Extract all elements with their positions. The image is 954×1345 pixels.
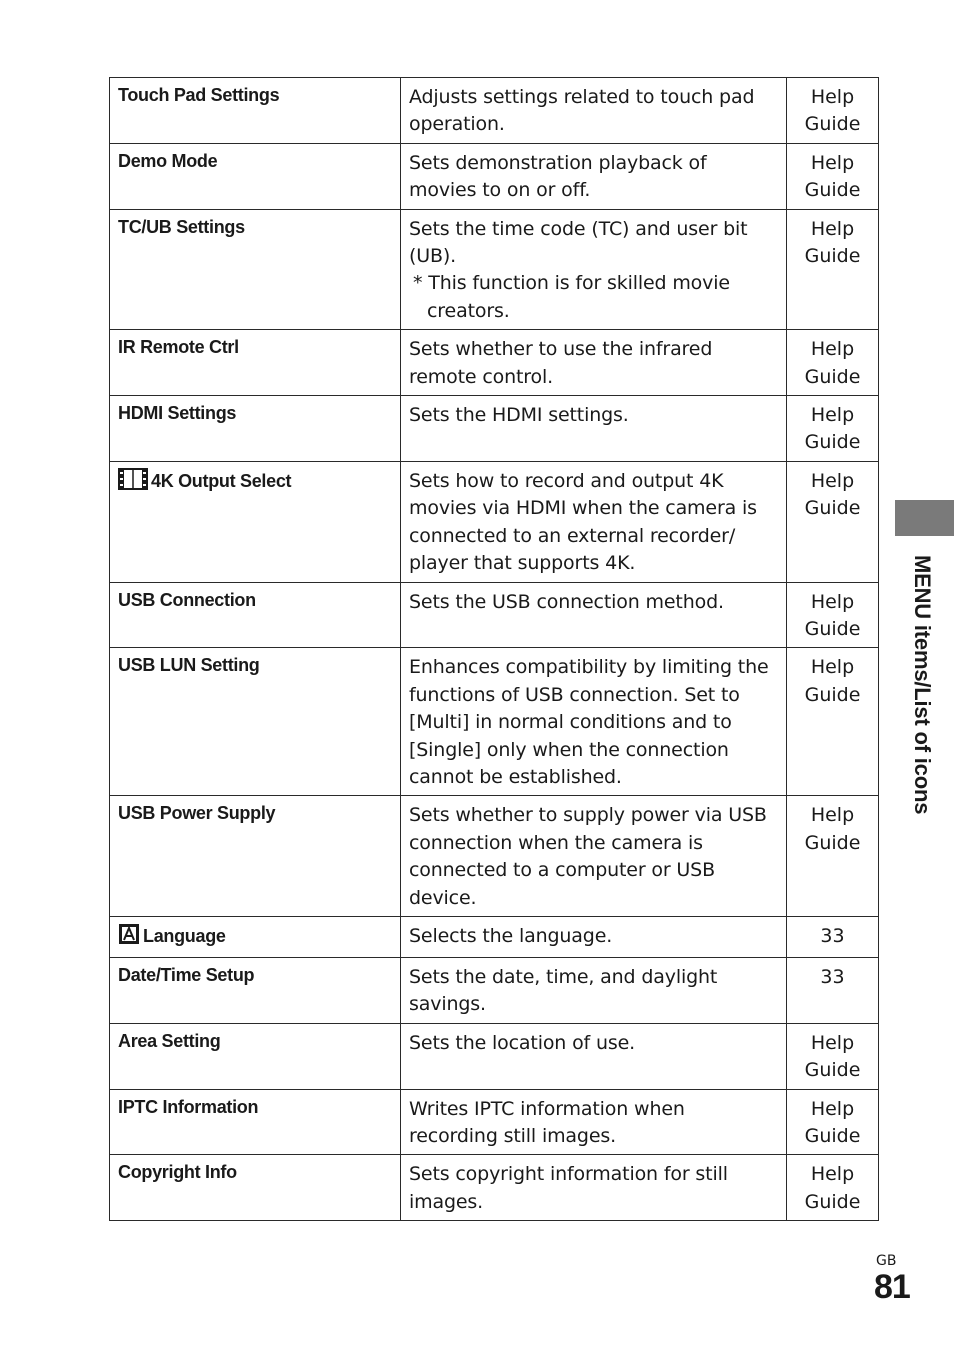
reference-label: Help Guide	[804, 1097, 861, 1147]
setting-description: Sets whether to supply power via USB connection when the camera is connected to a computer or USB device.	[409, 804, 767, 909]
reference-cell	[787, 461, 879, 582]
setting-name: Copyright Info	[118, 1162, 237, 1183]
setting-description-cell	[401, 916, 787, 957]
setting-description-cell	[401, 957, 787, 1023]
setting-description: Enhances compatibility by limiting the functions of USB connection. Set to [Multi] in normal conditions and to [Single] only when the connection cannot be established.	[409, 656, 769, 788]
table-row	[110, 957, 879, 1023]
reference-cell	[787, 209, 879, 330]
setting-name: IPTC Information	[118, 1096, 259, 1117]
reference-label: Help Guide	[804, 804, 861, 854]
setting-name-cell	[110, 78, 401, 144]
language-icon	[118, 923, 140, 950]
table-row	[110, 461, 879, 582]
setting-name: Area Setting	[118, 1030, 221, 1051]
setting-description-cell	[401, 1023, 787, 1089]
setting-name-cell	[110, 330, 401, 396]
setting-description: Sets the HDMI settings.	[409, 404, 629, 427]
reference-label: 33	[820, 924, 845, 947]
region-code: GB	[876, 1253, 897, 1269]
setting-description-cell	[401, 1155, 787, 1221]
setting-description: Sets copyright information for still images.	[409, 1163, 728, 1213]
reference-cell	[787, 1023, 879, 1089]
reference-cell	[787, 957, 879, 1023]
page-number: 81	[874, 1268, 910, 1306]
setting-description-cell	[401, 1089, 787, 1155]
setting-name: 4K Output Select	[151, 470, 292, 491]
table-row	[110, 1023, 879, 1089]
reference-cell	[787, 330, 879, 396]
setting-description: Sets how to record and output 4K movies via HDMI when the camera is connected to an external recorder/ player that supports 4K.	[409, 469, 757, 575]
movie-film-icon	[118, 468, 148, 495]
setting-name: Date/Time Setup	[118, 964, 255, 985]
setting-note: * This function is for skilled movie creators.	[413, 272, 730, 322]
reference-cell	[787, 143, 879, 209]
table-row	[110, 330, 879, 396]
setting-description-cell	[401, 648, 787, 796]
table-row	[110, 78, 879, 144]
setting-name-cell	[110, 396, 401, 462]
setting-description: Sets the USB connection method.	[409, 590, 724, 613]
setting-description-cell	[401, 796, 787, 917]
setting-description-cell	[401, 330, 787, 396]
reference-cell	[787, 78, 879, 144]
setting-description-cell	[401, 78, 787, 144]
setting-description: Sets the time code (TC) and user bit (UB).	[409, 217, 748, 268]
setting-name: TC/UB Settings	[118, 216, 245, 237]
setting-description-cell	[401, 209, 787, 330]
setting-name-cell	[110, 209, 401, 330]
reference-label: Help Guide	[804, 469, 861, 520]
reference-cell	[787, 396, 879, 462]
table-row	[110, 396, 879, 462]
setting-name: Demo Mode	[118, 150, 218, 171]
reference-label: Help Guide	[804, 656, 861, 706]
reference-cell	[787, 648, 879, 796]
setting-name: USB Connection	[118, 589, 256, 610]
setting-name-cell	[110, 461, 401, 582]
table-row	[110, 1089, 879, 1155]
reference-label: 33	[820, 965, 845, 988]
setting-description: Sets the date, time, and daylight savings.	[409, 965, 718, 1016]
reference-cell	[787, 916, 879, 957]
section-title: MENU items/List of icons	[910, 555, 935, 815]
table-row	[110, 648, 879, 796]
reference-cell	[787, 582, 879, 648]
setting-name-cell	[110, 1023, 401, 1089]
setting-name-cell	[110, 582, 401, 648]
menu-items-table	[109, 77, 879, 1221]
reference-label: Help Guide	[804, 86, 861, 136]
table-row	[110, 796, 879, 917]
setting-name-cell	[110, 796, 401, 917]
table-row	[110, 143, 879, 209]
table-row	[110, 209, 879, 330]
setting-name-cell	[110, 957, 401, 1023]
setting-description-cell	[401, 461, 787, 582]
setting-description-cell	[401, 396, 787, 462]
setting-name: IR Remote Ctrl	[118, 337, 239, 358]
setting-description-cell	[401, 582, 787, 648]
setting-name-cell	[110, 916, 401, 957]
setting-name: USB Power Supply	[118, 803, 276, 824]
reference-label: Help Guide	[804, 217, 861, 268]
reference-cell	[787, 1155, 879, 1221]
reference-label: Help Guide	[804, 1031, 861, 1082]
setting-description: Writes IPTC information when recording still images.	[409, 1097, 685, 1147]
setting-description: Sets whether to use the infrared remote control.	[409, 338, 713, 388]
setting-description-cell	[401, 143, 787, 209]
setting-description: Selects the language.	[409, 924, 613, 947]
setting-description: Sets demonstration playback of movies to on or off.	[409, 151, 707, 202]
reference-label: Help Guide	[804, 404, 861, 454]
table-body	[110, 78, 879, 1221]
reference-cell	[787, 1089, 879, 1155]
reference-label: Help Guide	[804, 338, 861, 388]
setting-name-cell	[110, 1089, 401, 1155]
reference-label: Help Guide	[804, 151, 861, 202]
setting-name: HDMI Settings	[118, 403, 237, 424]
reference-label: Help Guide	[804, 1163, 861, 1213]
setting-name-cell	[110, 143, 401, 209]
section-tab-marker	[895, 500, 954, 536]
setting-name-cell	[110, 1155, 401, 1221]
reference-label: Help Guide	[804, 590, 861, 640]
table-row	[110, 916, 879, 957]
setting-description: Sets the location of use.	[409, 1031, 636, 1054]
reference-cell	[787, 796, 879, 917]
setting-description: Adjusts settings related to touch pad operation.	[409, 86, 755, 136]
setting-name: Touch Pad Settings	[118, 85, 280, 105]
table-row	[110, 1155, 879, 1221]
setting-name-cell	[110, 648, 401, 796]
setting-name: Language	[143, 925, 226, 946]
table-row	[110, 582, 879, 648]
setting-name: USB LUN Setting	[118, 655, 260, 676]
